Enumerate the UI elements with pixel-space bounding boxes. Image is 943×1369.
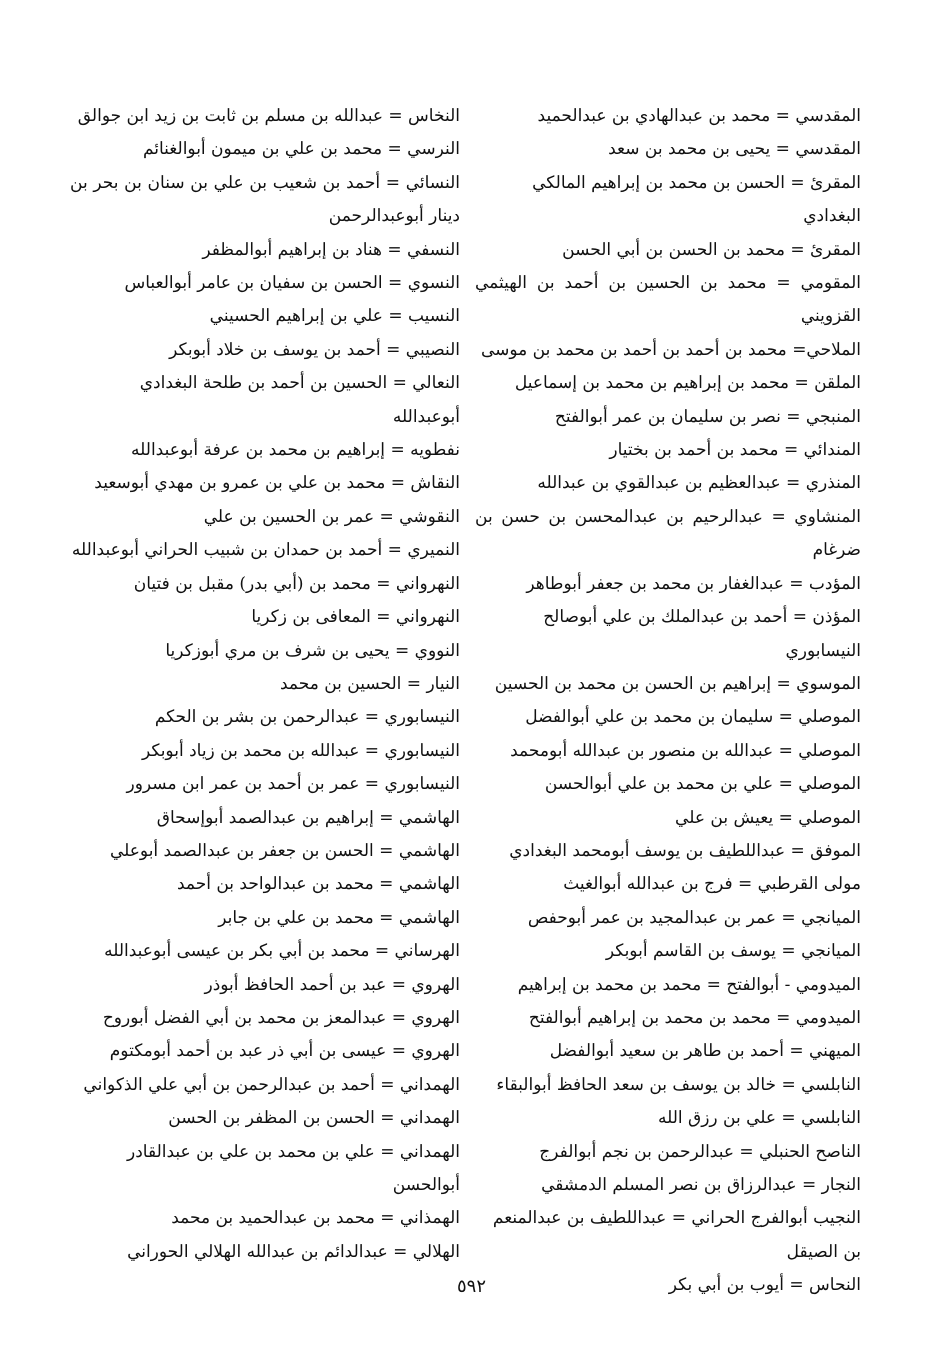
index-entry: الميهني = أحمد بن طاهر بن سعيد أبوالفضل — [549, 1041, 861, 1062]
index-entry: الهاشمي = محمد بن علي بن جابر — [218, 907, 460, 928]
index-entry: الهاشمي = إبراهيم بن عبدالصمد أبوإسحاق — [156, 807, 460, 828]
index-entry: الهلالي = عبدالدائم بن عبدالله الهلالي الحوراني — [127, 1241, 460, 1262]
index-entry: النعالي = الحسين بن أحمد بن طلحة البغدادي أبوعبدالله — [139, 373, 460, 427]
index-entry: الميدومي - أبوالفتح = محمد بن محمد بن إبراهيم — [517, 974, 861, 995]
index-entry: المقومي = محمد بن الحسين بن أحمد بن الهيثمي القزويني — [475, 273, 861, 327]
index-entry: النصيبي = أحمد بن يوسف بن خلاد أبوبكر — [169, 339, 460, 360]
index-entry: المؤدب = عبدالغفار بن محمد بن جعفر أبوطاهر — [526, 573, 861, 594]
index-entry: الناصح الحنبلي = عبدالرحمن بن نجم أبوالفرج — [539, 1141, 861, 1162]
index-entry: المنبجي = نصر بن سليمان بن عمر أبوالفتح — [554, 406, 861, 427]
index-entry: النهرواني = محمد بن (أبي بدر) مقبل بن فتيان — [133, 573, 460, 594]
index-entry: النسوي = الحسن بن سفيان بن عامر أبوالعباس — [124, 273, 460, 294]
index-entry: النميري = أحمد بن حمدان بن شبيب الحراني أبوعبدالله — [71, 540, 460, 561]
index-entry: الهروي = عبدالمعز بن محمد بن أبي الفضل أبوروح — [102, 1007, 460, 1028]
index-entry: النسائي = أحمد بن شعيب بن علي بن سنان بن بحر بن دينار أبوعبدالرحمن — [70, 172, 460, 227]
index-entry: الموصلي = سليمان بن محمد بن علي أبوالفضل — [525, 707, 861, 728]
index-entry: الموفق = عبداللطيف بن يوسف أبومحمد البغدادي — [509, 840, 861, 861]
index-entry: النيار = الحسين بن محمد — [279, 673, 460, 694]
index-entry: النيسابوري = عمر بن أحمد بن عمر ابن مسرور — [126, 774, 460, 795]
index-entry: الهروي = عيسى بن أبي ذر عبد بن أحمد أبومكتوم — [109, 1041, 460, 1062]
index-entry: النابلسي = خالد بن يوسف بن سعد الحافظ أبوالبقاء — [496, 1074, 861, 1095]
index-entry: الميدومي = محمد بن محمد بن إبراهيم أبوالفتح — [528, 1007, 861, 1028]
index-entry: الميانجي = يوسف بن القاسم أبوبكر — [605, 941, 861, 962]
index-entry: النقوشي = عمر بن الحسين بن علي — [203, 506, 460, 527]
index-entry: الهروي = عبد بن أحمد الحافظ أبوذر — [204, 974, 460, 995]
index-entry: المقدسي = محمد بن عبدالهادي بن عبدالحميد — [537, 106, 861, 126]
index-entry: النجار = عبدالرزاق بن نصر المسلم الدمشقي — [541, 1175, 861, 1195]
index-entry: النرسي = محمد بن علي بن ميمون أبوالغنائم — [142, 139, 460, 160]
index-entry: النسيب = علي بن إبراهيم الحسيني — [209, 306, 460, 327]
index-entry: الهاشمي = محمد بن عبدالواحد بن أحمد — [176, 874, 460, 895]
index-entry: النخاس = عبدالله بن مسلم بن ثابت بن زيد ابن جوالق — [77, 106, 460, 126]
index-column-left — [70, 100, 460, 1269]
index-entry: الهمداني = الحسن بن المظفر بن الحسن — [168, 1108, 460, 1129]
index-entry: مولى القرطبي = فرج بن عبدالله أبوالغيث — [563, 874, 861, 895]
index-entry: نفطويه = إبراهيم بن محمد بن عرفة أبوعبدالله — [131, 440, 460, 461]
index-entry: المندائي = محمد بن أحمد بن بختيار — [609, 440, 861, 461]
index-entry: الملقن = محمد بن إبراهيم بن محمد بن إسماعيل — [514, 373, 861, 394]
index-entry: النجيب أبوالفرج الحراني = عبداللطيف بن عبدالمنعم بن الصيقل — [492, 1208, 861, 1262]
index-entry: النحاس = أيوب بن أبي بكر — [668, 1275, 861, 1296]
index-entry: الهمذاني = محمد بن عبدالحميد بن محمد — [171, 1208, 460, 1229]
index-entry: النسفي = هناد بن إبراهيم أبوالمظفر — [202, 239, 460, 260]
index-entry: المقرئ = محمد بن الحسن بن أبي الحسن — [562, 239, 861, 260]
index-entry: المقدسي = يحيى بن محمد بن سعد — [608, 139, 861, 160]
index-entry: الهمداني = علي بن محمد بن علي بن عبدالقادر أبوالحسن — [127, 1141, 460, 1195]
index-column-right — [475, 100, 861, 1303]
index-entry: المنشاوي = عبدالرحيم بن عبدالمحسن بن حسن بن ضرغام — [475, 506, 861, 561]
index-entry: النيسابوري = عبدالرحمن بن بشر بن الحكم — [154, 707, 460, 728]
index-entry: الهمداني = أحمد بن عبدالرحمن بن أبي علي الذكواني — [83, 1074, 460, 1095]
index-entry: المؤذن = أحمد بن عبدالملك بن علي أبوصالح النيسابوري — [543, 607, 861, 661]
index-entry: الملاحي= محمد بن أحمد بن أحمد بن محمد بن موسى — [480, 339, 861, 360]
index-entry: النقاش = محمد بن علي بن عمرو بن مهدي أبوسعيد — [94, 473, 460, 494]
index-entry: المقرئ = الحسن بن محمد بن إبراهيم المالكي البغدادي — [532, 172, 861, 227]
index-entry: الموصلي = عبدالله بن منصور بن عبدالله أبومحمد — [510, 740, 861, 761]
index-entry: النووي = يحيى بن شرف بن مري أبوزكريا — [165, 640, 460, 661]
index-entry: الميانجي = عمر بن عبدالمجيد بن عمر أبوحفص — [527, 907, 861, 928]
index-entry: النهرواني = المعافى بن زكريا — [251, 607, 460, 628]
index-entry: الموصلي = علي بن محمد بن علي أبوالحسن — [544, 774, 861, 795]
page-number: ٥٩٢ — [456, 1276, 486, 1297]
index-entry: الهاشمي = الحسن بن جعفر بن عبدالصمد أبوعلي — [109, 840, 460, 861]
index-entry: الهرساني = محمد بن أبي بكر بن عيسى أبوعبدالله — [104, 941, 460, 962]
index-entry: الموصلي = يعيش بن علي — [675, 807, 861, 828]
index-entry: المنذري = عبدالعظيم بن عبدالقوي بن عبدالله — [537, 473, 861, 494]
index-entry: النيسابوري = عبدالله بن محمد بن زياد أبوبكر — [141, 740, 460, 761]
index-entry: النابلسي = علي بن رزق الله — [657, 1108, 861, 1129]
index-entry: الموسوي = إبراهيم بن الحسن بن محمد بن الحسين — [494, 673, 861, 694]
